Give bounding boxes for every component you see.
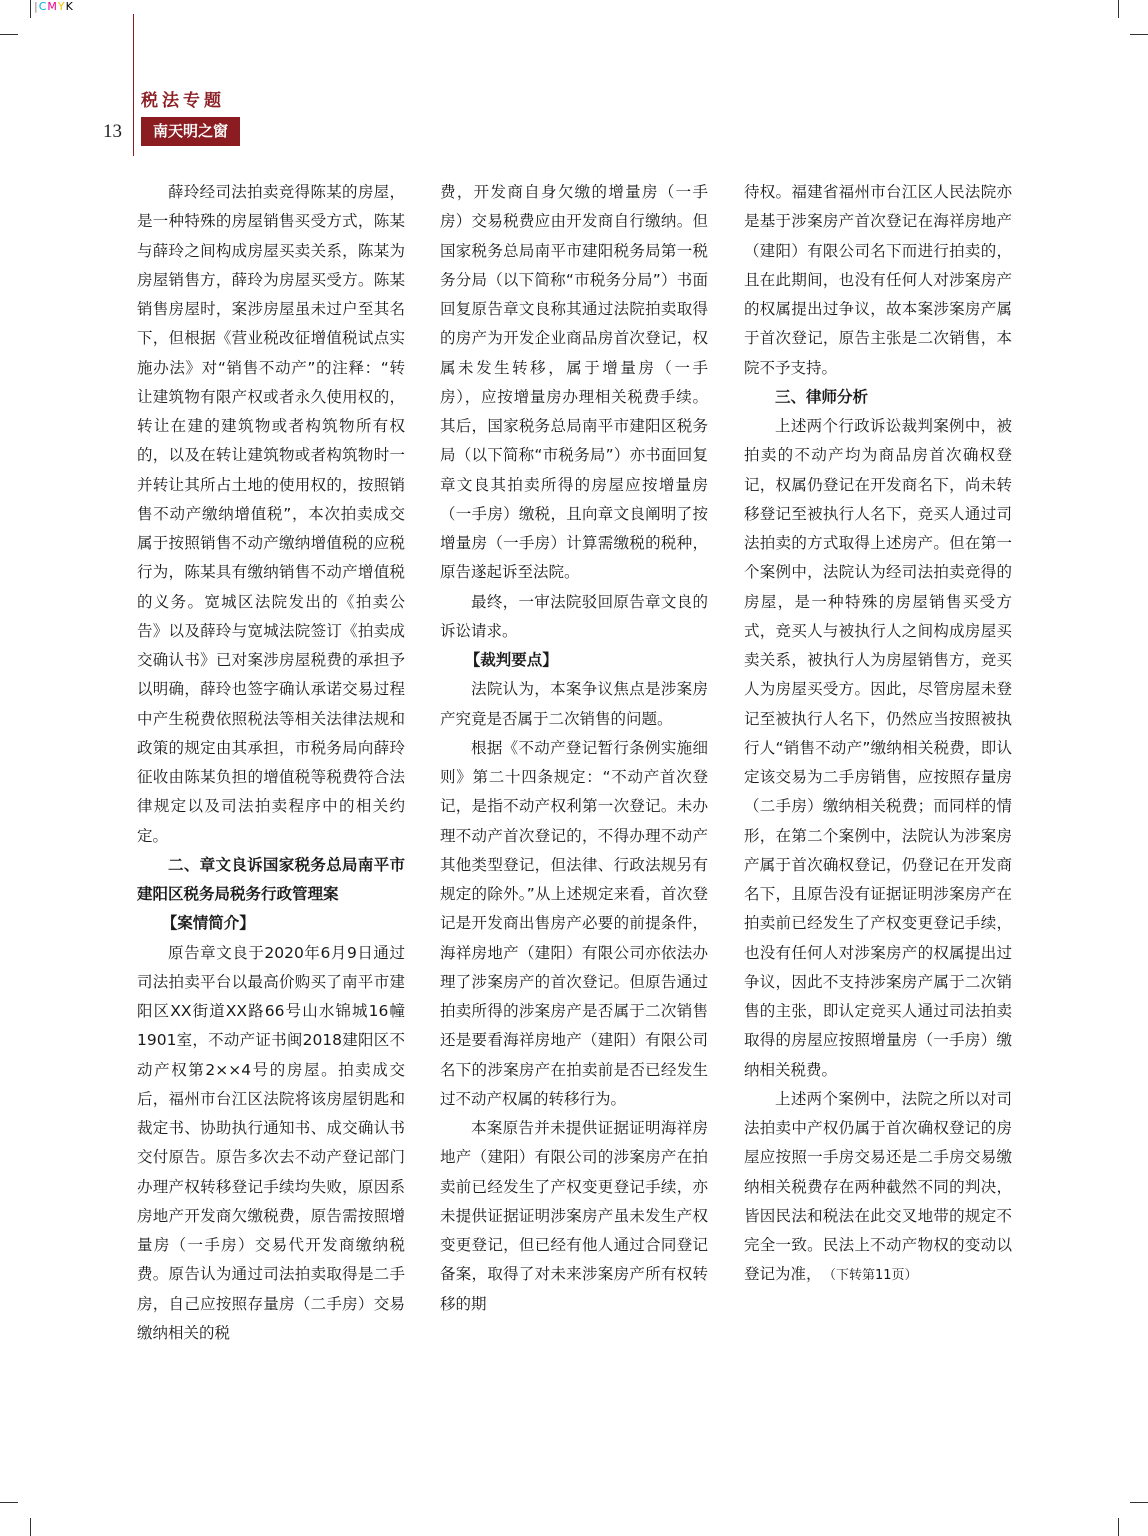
cmyk-c: C — [38, 0, 48, 13]
paragraph: 薛玲经司法拍卖竞得陈某的房屋，是一种特殊的房屋销售买受方式，陈某与薛玲之间构成房屋买卖关系，陈某为房屋销售方，薛玲为房屋买受方。陈某销售房屋时，案涉房屋虽未过户至其名下，但根据《营业税改征增值税试点实施办法》对“销售不动产”的注释：“转让建筑物有限产权或者永久使用权的，转让在建的建筑物或者构筑物所有权的，以及在转让建筑物或者构筑物时一并转让其所占土地的使用权的，按照销售不动产缴纳增值税”，本次拍卖成交属于按照销售不动产缴纳增值税的应税行为，陈某具有缴纳销售不动产增值税的义务。宽城区法院发出的《拍卖公告》以及薛玲与宽城法院签订《拍卖成交确认书》已对案涉房屋税费的承担予以明确，薛玲也签字确认承诺交易过程中产生税费依照税法等相关法律法规和政策的规定由其承担，市税务局向薛玲征收由陈某负担的增值税等税费符合法律规定以及司法拍卖程序中的相关约定。 — [137, 183, 405, 845]
crop-mark — [0, 34, 18, 35]
subheading: 【裁判要点】 — [464, 651, 558, 669]
crop-mark — [1118, 0, 1119, 18]
paragraph: 待权。福建省福州市台江区人民法院亦是基于涉案房产首次登记在海祥房地产（建阳）有限公司名下而进行拍卖的，且在此期间，也没有任何人对涉案房产的权属提出过争议，故本案涉案房产属于首次登记，原告主张是二次销售，本院不予支持。 — [744, 183, 1012, 377]
text-column-1 — [137, 178, 405, 1348]
column-name-badge: 南天明之窗 — [141, 117, 240, 146]
crop-mark — [1130, 34, 1148, 35]
crop-mark — [30, 0, 31, 18]
paragraph: 法院认为，本案争议焦点是涉案房产究竟是否属于二次销售的问题。 — [440, 680, 708, 728]
paragraph: 根据《不动产登记暂行条例实施细则》第二十四条规定：“不动产首次登记，是指不动产权利第一次登记。未办理不动产首次登记的，不得办理不动产其他类型登记，但法律、行政法规另有规定的除外。”从上述规定来看，首次登记是开发商出售房产必要的前提条件，海祥房地产（建阳）有限公司亦依法办理了涉案房产的首次登记。但原告通过拍卖所得的涉案房产是否属于二次销售还是要看海祥房地产（建阳）有限公司名下的涉案房产在拍卖前是否已经发生过不动产权属的转移行为。 — [440, 738, 708, 1108]
cmyk-y: Y — [57, 0, 66, 13]
crop-mark — [1130, 1502, 1148, 1503]
crop-mark — [30, 1518, 31, 1536]
text-column-2 — [440, 178, 708, 1319]
section-heading: 二、章文良诉国家税务总局南平市建阳区税务局税务行政管理案 — [137, 855, 405, 903]
cmyk-print-mark: |CMYK — [34, 0, 74, 13]
paragraph — [744, 1085, 1012, 1291]
header-divider — [133, 14, 134, 156]
crop-mark — [0, 1502, 18, 1503]
subheading: 【案情简介】 — [161, 914, 255, 933]
paragraph-text: 上述两个案例中，法院之所以对司法拍卖中产权仍属于首次确权登记的房屋应按照一手房交易还是二手房交易缴纳相关税费存在两种截然不同的判决，皆因民法和税法在此交叉地带的规定不完全一致。民法上不动产物权的变动以登记为准， — [744, 1089, 1012, 1284]
paragraph: 本案原告并未提供证据证明海祥房地产（建阳）有限公司的涉案房产在拍卖前已经发生了产权变更登记手续，亦未提供证据证明涉案房产虽未发生产权变更登记，但已经有他人通过合同登记备案，取得了对未来涉案房产所有权转移的期 — [440, 1119, 708, 1313]
paragraph: 原告章文良于2020年6月9日通过司法拍卖平台以最高价购买了南平市建阳区XX街道XX路66号山水锦城16幢1901室，不动产证书闽2018建阳区不动产权第2××4号的房屋。拍卖成交后，福州市台江区法院将该房屋钥匙和裁定书、协助执行通知书、成交确认书交付原告。原告多次去不动产登记部门办理产权转移登记手续均失败，原因系房地产开发商欠缴税费，原告需按照增量房（一手房）交易代开发商缴纳税费。原告认为通过司法拍卖取得是二手房，自己应按照存量房（二手房）交易缴纳相关的税 — [137, 943, 405, 1342]
cmyk-k: K — [65, 0, 74, 13]
crop-mark — [1118, 1518, 1119, 1536]
section-heading: 三、律师分析 — [775, 387, 869, 406]
cmyk-m: M — [47, 0, 58, 13]
text-column-3 — [744, 178, 1012, 1291]
section-title: 税法专题 — [141, 91, 225, 111]
paragraph: 费，开发商自身欠缴的增量房（一手房）交易税费应由开发商自行缴纳。但国家税务总局南平市建阳税务局第一税务分局（以下简称“市税务分局”）书面回复原告章文良称其通过法院拍卖取得的房产为开发企业商品房首次登记，权属未发生转移，属于增量房（一手房），应按增量房办理相关税费手续。其后，国家税务总局南平市建阳区税务局（以下简称“市税务局”）亦书面回复章文良其拍卖所得的房屋应按增量房（一手房）缴税，且向章文良阐明了按增量房（一手房）计算需缴税的税种，原告遂起诉至法院。 — [440, 183, 708, 582]
continued-note: （下转第11页） — [829, 1268, 918, 1284]
page-number: 13 — [103, 121, 122, 142]
paragraph: 上述两个行政诉讼裁判案例中，被拍卖的不动产均为商品房首次确权登记，权属仍登记在开发商名下，尚未转移登记至被执行人名下，竞买人通过司法拍卖的方式取得上述房产。但在第一个案例中，法院认为经司法拍卖竞得的房屋，是一种特殊的房屋销售买受方式，竞买人与被执行人之间构成房屋买卖关系，被执行人为房屋销售方，竞买人为房屋买受方。因此，尽管房屋未登记至被执行人名下，仍然应当按照被执行人“销售不动产”缴纳相关税费，即认定该交易为二手房销售，应按照存量房（二手房）缴纳相关税费；而同样的情形，在第二个案例中，法院认为涉案房产属于首次确权登记，仍登记在开发商名下，且原告没有证据证明涉案房产在拍卖前已经发生了产权变更登记手续，也没有任何人对涉案房产的权属提出过争议，因此不支持涉案房产属于二次销售的主张，即认定竞买人通过司法拍卖取得的房屋应按照增量房（一手房）缴纳相关税费。 — [744, 417, 1012, 1079]
paragraph: 最终，一审法院驳回原告章文良的诉讼请求。 — [440, 592, 708, 640]
